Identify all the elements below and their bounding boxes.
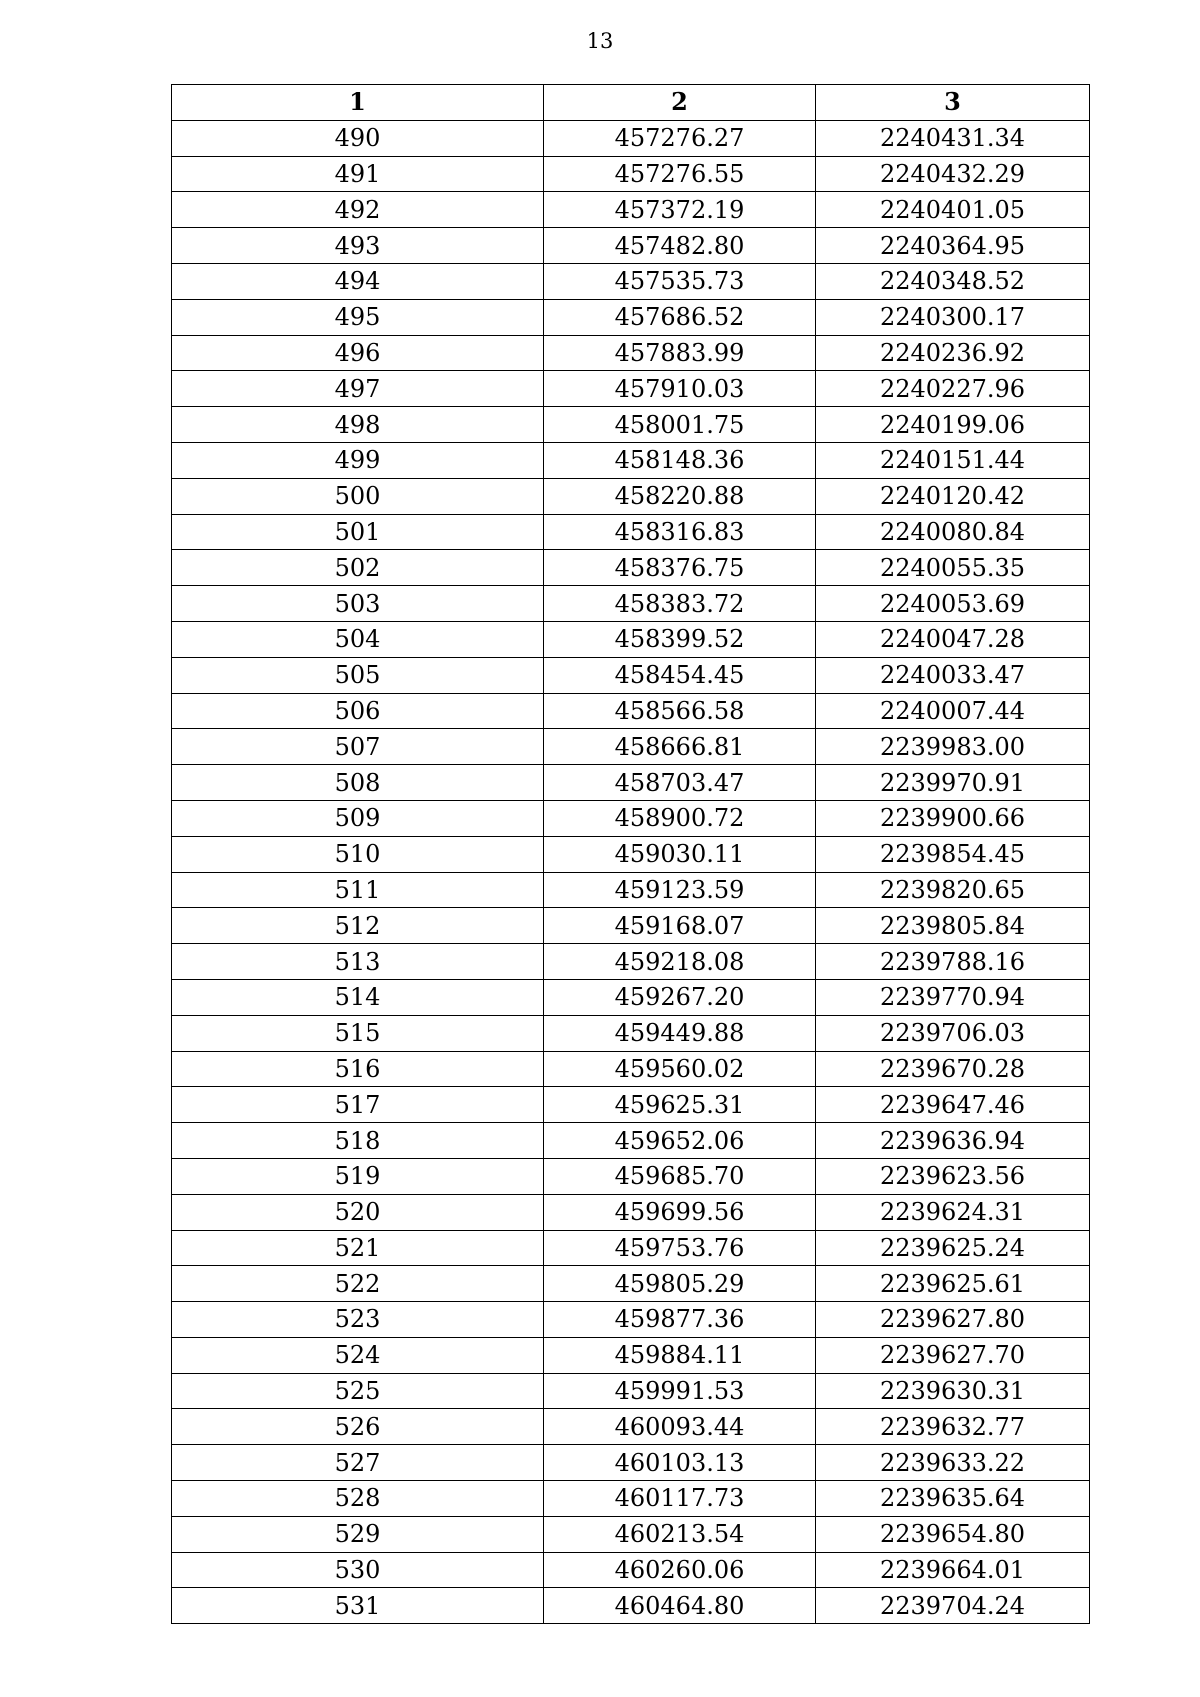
x-coordinate-cell: 460093.44 bbox=[544, 1409, 816, 1445]
x-coordinate-cell: 457883.99 bbox=[544, 335, 816, 371]
y-coordinate-cell: 2239983.00 bbox=[816, 729, 1090, 765]
y-coordinate-cell: 2239632.77 bbox=[816, 1409, 1090, 1445]
x-coordinate-cell: 458566.58 bbox=[544, 693, 816, 729]
table-row bbox=[172, 1588, 1090, 1624]
point-number-cell: 501 bbox=[172, 514, 544, 550]
point-number-cell: 513 bbox=[172, 944, 544, 980]
x-coordinate-cell: 459753.76 bbox=[544, 1230, 816, 1266]
table-row bbox=[172, 1015, 1090, 1051]
x-coordinate-cell: 459805.29 bbox=[544, 1266, 816, 1302]
point-number-cell: 508 bbox=[172, 765, 544, 801]
point-number-cell: 522 bbox=[172, 1266, 544, 1302]
point-number-cell: 493 bbox=[172, 228, 544, 264]
table-row bbox=[172, 442, 1090, 478]
table-row bbox=[172, 1373, 1090, 1409]
x-coordinate-cell: 459699.56 bbox=[544, 1194, 816, 1230]
y-coordinate-cell: 2240300.17 bbox=[816, 299, 1090, 335]
y-coordinate-cell: 2240401.05 bbox=[816, 192, 1090, 228]
y-coordinate-cell: 2239624.31 bbox=[816, 1194, 1090, 1230]
x-coordinate-cell: 457910.03 bbox=[544, 371, 816, 407]
point-number-cell: 490 bbox=[172, 120, 544, 156]
y-coordinate-cell: 2239627.80 bbox=[816, 1302, 1090, 1338]
point-number-cell: 507 bbox=[172, 729, 544, 765]
y-coordinate-cell: 2239635.64 bbox=[816, 1481, 1090, 1517]
y-coordinate-cell: 2240120.42 bbox=[816, 478, 1090, 514]
x-coordinate-cell: 459991.53 bbox=[544, 1373, 816, 1409]
point-number-cell: 504 bbox=[172, 621, 544, 657]
point-number-cell: 520 bbox=[172, 1194, 544, 1230]
table-row bbox=[172, 621, 1090, 657]
x-coordinate-cell: 460464.80 bbox=[544, 1588, 816, 1624]
page-number: 13 bbox=[586, 29, 614, 53]
x-coordinate-cell: 459652.06 bbox=[544, 1123, 816, 1159]
y-coordinate-cell: 2239970.91 bbox=[816, 765, 1090, 801]
table-row bbox=[172, 944, 1090, 980]
column-header-1: 1 bbox=[172, 85, 544, 121]
table-row bbox=[172, 1552, 1090, 1588]
table-row bbox=[172, 1481, 1090, 1517]
y-coordinate-cell: 2240431.34 bbox=[816, 120, 1090, 156]
y-coordinate-cell: 2239900.66 bbox=[816, 800, 1090, 836]
x-coordinate-cell: 457276.55 bbox=[544, 156, 816, 192]
table-row bbox=[172, 228, 1090, 264]
point-number-cell: 530 bbox=[172, 1552, 544, 1588]
point-number-cell: 519 bbox=[172, 1158, 544, 1194]
table-row bbox=[172, 1194, 1090, 1230]
x-coordinate-cell: 458900.72 bbox=[544, 800, 816, 836]
point-number-cell: 531 bbox=[172, 1588, 544, 1624]
point-number-cell: 524 bbox=[172, 1337, 544, 1373]
x-coordinate-cell: 458666.81 bbox=[544, 729, 816, 765]
y-coordinate-cell: 2239706.03 bbox=[816, 1015, 1090, 1051]
x-coordinate-cell: 458383.72 bbox=[544, 586, 816, 622]
y-coordinate-cell: 2239636.94 bbox=[816, 1123, 1090, 1159]
x-coordinate-cell: 458220.88 bbox=[544, 478, 816, 514]
table-row bbox=[172, 908, 1090, 944]
point-number-cell: 511 bbox=[172, 872, 544, 908]
table-row bbox=[172, 407, 1090, 443]
table-row bbox=[172, 657, 1090, 693]
y-coordinate-cell: 2239654.80 bbox=[816, 1516, 1090, 1552]
point-number-cell: 498 bbox=[172, 407, 544, 443]
table-row bbox=[172, 514, 1090, 550]
table-body bbox=[172, 120, 1090, 1623]
column-header-3: 3 bbox=[816, 85, 1090, 121]
y-coordinate-cell: 2240199.06 bbox=[816, 407, 1090, 443]
table-row bbox=[172, 1409, 1090, 1445]
table-row bbox=[172, 729, 1090, 765]
table-row bbox=[172, 1230, 1090, 1266]
point-number-cell: 503 bbox=[172, 586, 544, 622]
header-row bbox=[172, 85, 1090, 121]
y-coordinate-cell: 2239805.84 bbox=[816, 908, 1090, 944]
y-coordinate-cell: 2239647.46 bbox=[816, 1087, 1090, 1123]
point-number-cell: 499 bbox=[172, 442, 544, 478]
x-coordinate-cell: 459168.07 bbox=[544, 908, 816, 944]
x-coordinate-cell: 457276.27 bbox=[544, 120, 816, 156]
x-coordinate-cell: 459685.70 bbox=[544, 1158, 816, 1194]
table-row bbox=[172, 1051, 1090, 1087]
table-row bbox=[172, 1123, 1090, 1159]
point-number-cell: 512 bbox=[172, 908, 544, 944]
y-coordinate-cell: 2240047.28 bbox=[816, 621, 1090, 657]
table-row bbox=[172, 371, 1090, 407]
x-coordinate-cell: 458454.45 bbox=[544, 657, 816, 693]
point-number-cell: 523 bbox=[172, 1302, 544, 1338]
y-coordinate-cell: 2240080.84 bbox=[816, 514, 1090, 550]
x-coordinate-cell: 457372.19 bbox=[544, 192, 816, 228]
x-coordinate-cell: 458376.75 bbox=[544, 550, 816, 586]
x-coordinate-cell: 460213.54 bbox=[544, 1516, 816, 1552]
x-coordinate-cell: 458316.83 bbox=[544, 514, 816, 550]
table-row bbox=[172, 1302, 1090, 1338]
y-coordinate-cell: 2239627.70 bbox=[816, 1337, 1090, 1373]
table-row bbox=[172, 478, 1090, 514]
point-number-cell: 496 bbox=[172, 335, 544, 371]
y-coordinate-cell: 2239670.28 bbox=[816, 1051, 1090, 1087]
x-coordinate-cell: 459884.11 bbox=[544, 1337, 816, 1373]
table-row bbox=[172, 263, 1090, 299]
point-number-cell: 518 bbox=[172, 1123, 544, 1159]
x-coordinate-cell: 457686.52 bbox=[544, 299, 816, 335]
y-coordinate-cell: 2239625.24 bbox=[816, 1230, 1090, 1266]
table-row bbox=[172, 800, 1090, 836]
point-number-cell: 525 bbox=[172, 1373, 544, 1409]
y-coordinate-cell: 2239623.56 bbox=[816, 1158, 1090, 1194]
point-number-cell: 527 bbox=[172, 1445, 544, 1481]
x-coordinate-cell: 460103.13 bbox=[544, 1445, 816, 1481]
table-row bbox=[172, 1266, 1090, 1302]
point-number-cell: 494 bbox=[172, 263, 544, 299]
y-coordinate-cell: 2240033.47 bbox=[816, 657, 1090, 693]
x-coordinate-cell: 457535.73 bbox=[544, 263, 816, 299]
x-coordinate-cell: 458148.36 bbox=[544, 442, 816, 478]
x-coordinate-cell: 459877.36 bbox=[544, 1302, 816, 1338]
x-coordinate-cell: 459560.02 bbox=[544, 1051, 816, 1087]
table-row bbox=[172, 156, 1090, 192]
table-row bbox=[172, 335, 1090, 371]
point-number-cell: 502 bbox=[172, 550, 544, 586]
y-coordinate-cell: 2239820.65 bbox=[816, 872, 1090, 908]
table-row bbox=[172, 1445, 1090, 1481]
point-number-cell: 521 bbox=[172, 1230, 544, 1266]
y-coordinate-cell: 2239664.01 bbox=[816, 1552, 1090, 1588]
point-number-cell: 528 bbox=[172, 1481, 544, 1517]
table-row bbox=[172, 693, 1090, 729]
coordinates-table bbox=[171, 84, 1090, 1624]
y-coordinate-cell: 2240364.95 bbox=[816, 228, 1090, 264]
x-coordinate-cell: 459449.88 bbox=[544, 1015, 816, 1051]
x-coordinate-cell: 458399.52 bbox=[544, 621, 816, 657]
y-coordinate-cell: 2239770.94 bbox=[816, 979, 1090, 1015]
x-coordinate-cell: 459625.31 bbox=[544, 1087, 816, 1123]
y-coordinate-cell: 2239633.22 bbox=[816, 1445, 1090, 1481]
y-coordinate-cell: 2239704.24 bbox=[816, 1588, 1090, 1624]
y-coordinate-cell: 2240151.44 bbox=[816, 442, 1090, 478]
point-number-cell: 497 bbox=[172, 371, 544, 407]
point-number-cell: 510 bbox=[172, 836, 544, 872]
y-coordinate-cell: 2240227.96 bbox=[816, 371, 1090, 407]
point-number-cell: 505 bbox=[172, 657, 544, 693]
point-number-cell: 529 bbox=[172, 1516, 544, 1552]
table-row bbox=[172, 765, 1090, 801]
column-header-2: 2 bbox=[544, 85, 816, 121]
table-row bbox=[172, 872, 1090, 908]
table-row bbox=[172, 979, 1090, 1015]
x-coordinate-cell: 459123.59 bbox=[544, 872, 816, 908]
point-number-cell: 526 bbox=[172, 1409, 544, 1445]
point-number-cell: 492 bbox=[172, 192, 544, 228]
table-row bbox=[172, 120, 1090, 156]
table-row bbox=[172, 1158, 1090, 1194]
table-row bbox=[172, 299, 1090, 335]
table-header bbox=[172, 85, 1090, 121]
x-coordinate-cell: 460260.06 bbox=[544, 1552, 816, 1588]
point-number-cell: 506 bbox=[172, 693, 544, 729]
y-coordinate-cell: 2240055.35 bbox=[816, 550, 1090, 586]
table-row bbox=[172, 1516, 1090, 1552]
point-number-cell: 515 bbox=[172, 1015, 544, 1051]
x-coordinate-cell: 459218.08 bbox=[544, 944, 816, 980]
point-number-cell: 491 bbox=[172, 156, 544, 192]
table-row bbox=[172, 836, 1090, 872]
point-number-cell: 509 bbox=[172, 800, 544, 836]
y-coordinate-cell: 2240348.52 bbox=[816, 263, 1090, 299]
y-coordinate-cell: 2239630.31 bbox=[816, 1373, 1090, 1409]
y-coordinate-cell: 2239788.16 bbox=[816, 944, 1090, 980]
table-row bbox=[172, 1337, 1090, 1373]
table-row bbox=[172, 586, 1090, 622]
y-coordinate-cell: 2240432.29 bbox=[816, 156, 1090, 192]
y-coordinate-cell: 2239625.61 bbox=[816, 1266, 1090, 1302]
point-number-cell: 517 bbox=[172, 1087, 544, 1123]
x-coordinate-cell: 458703.47 bbox=[544, 765, 816, 801]
y-coordinate-cell: 2240236.92 bbox=[816, 335, 1090, 371]
x-coordinate-cell: 460117.73 bbox=[544, 1481, 816, 1517]
x-coordinate-cell: 457482.80 bbox=[544, 228, 816, 264]
x-coordinate-cell: 458001.75 bbox=[544, 407, 816, 443]
point-number-cell: 516 bbox=[172, 1051, 544, 1087]
point-number-cell: 500 bbox=[172, 478, 544, 514]
point-number-cell: 514 bbox=[172, 979, 544, 1015]
table-row bbox=[172, 550, 1090, 586]
point-number-cell: 495 bbox=[172, 299, 544, 335]
table-row bbox=[172, 192, 1090, 228]
x-coordinate-cell: 459030.11 bbox=[544, 836, 816, 872]
y-coordinate-cell: 2240007.44 bbox=[816, 693, 1090, 729]
y-coordinate-cell: 2239854.45 bbox=[816, 836, 1090, 872]
x-coordinate-cell: 459267.20 bbox=[544, 979, 816, 1015]
table-row bbox=[172, 1087, 1090, 1123]
y-coordinate-cell: 2240053.69 bbox=[816, 586, 1090, 622]
